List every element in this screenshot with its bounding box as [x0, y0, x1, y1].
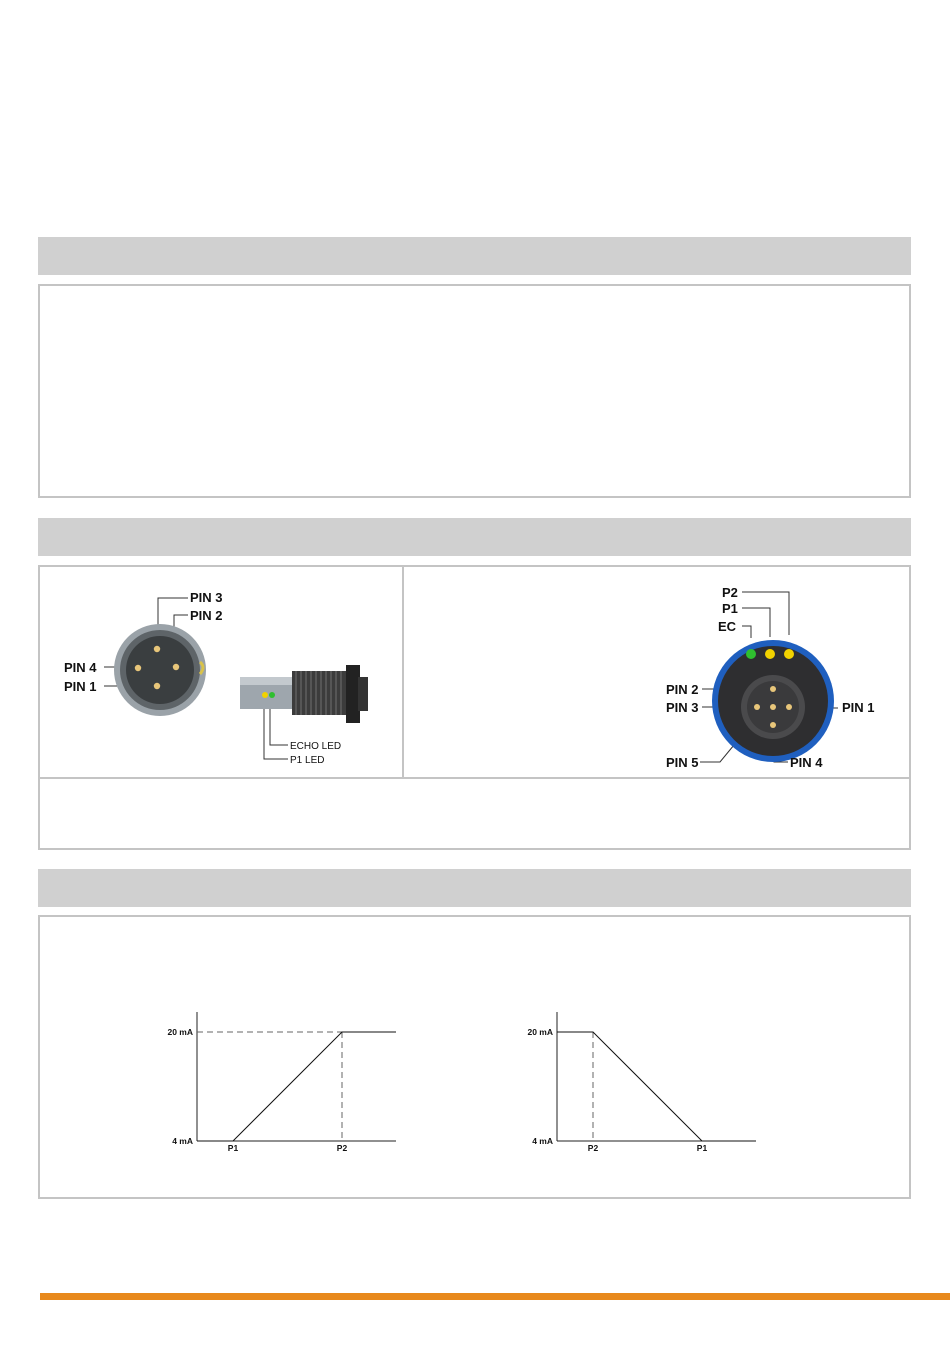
series-line: [557, 1032, 756, 1141]
y-tick-label: 4 mA: [172, 1136, 193, 1146]
section-header-2: [38, 518, 911, 556]
echo-led-icon: [269, 692, 275, 698]
output-chart-rising: [162, 1002, 422, 1172]
p1-led-icon: [262, 692, 268, 698]
y-tick-label: 20 mA: [527, 1027, 553, 1037]
label-pin-3: PIN 3: [190, 590, 223, 605]
series-line: [197, 1032, 396, 1141]
label-echo-led: ECHO LED: [290, 741, 342, 752]
x-tick-label: P2: [336, 1143, 348, 1153]
x-tick-label: P1: [696, 1143, 708, 1153]
y-tick-label: 20 mA: [167, 1027, 193, 1037]
connector-face-icon: [114, 624, 206, 716]
label-pin-2: PIN 2: [190, 608, 223, 623]
x-tick-label: P1: [227, 1143, 239, 1153]
y-tick-label: 4 mA: [532, 1136, 553, 1146]
p1-indicator-led-icon: [765, 649, 775, 659]
label-pin-1: PIN 1: [842, 700, 875, 715]
section-header-3: [38, 869, 911, 907]
ec-led-icon: [746, 649, 756, 659]
sensor-body-icon: [240, 665, 368, 723]
x-tick-label: P2: [587, 1143, 599, 1153]
connector-diagram-right: [404, 567, 909, 777]
label-p1-led: P1 LED: [290, 755, 325, 766]
label-pin-1: PIN 1: [64, 679, 97, 694]
section-1-content: [38, 284, 911, 498]
connector-diagram-left: [40, 567, 400, 777]
label-p1: P1: [722, 601, 738, 616]
label-ec: EC: [718, 619, 737, 634]
label-p2: P2: [722, 585, 738, 600]
label-pin-4: PIN 4: [790, 755, 823, 770]
label-pin-3: PIN 3: [666, 700, 699, 715]
output-chart-falling: [522, 1002, 782, 1172]
label-pin-5: PIN 5: [666, 755, 699, 770]
p2-indicator-led-icon: [784, 649, 794, 659]
label-pin-4: PIN 4: [64, 660, 97, 675]
connector-housing-icon: [712, 640, 834, 762]
footer-accent-line: [40, 1293, 950, 1300]
section-header-1: [38, 237, 911, 275]
label-pin-2: PIN 2: [666, 682, 699, 697]
section-2-content: [38, 565, 911, 850]
section-3-content: [38, 915, 911, 1199]
cell-divider-horizontal: [40, 777, 909, 779]
